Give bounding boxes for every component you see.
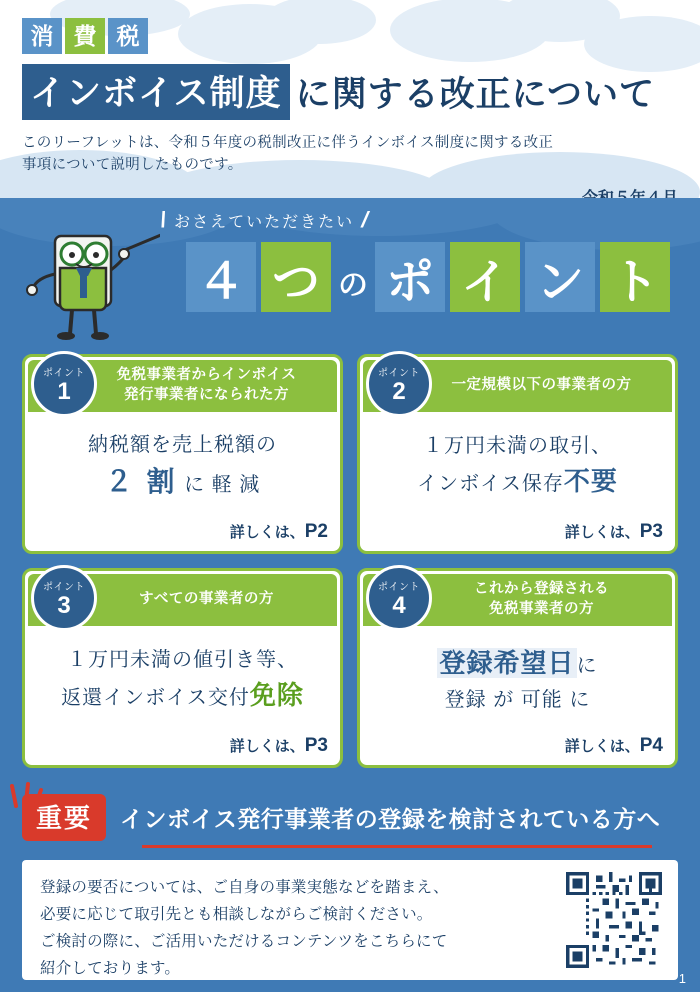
point-card-3-more-page: P3 — [304, 735, 328, 756]
page-title-highlight: インボイス制度 — [22, 64, 290, 120]
point-card-4-badge — [366, 565, 432, 631]
point-card-2[interactable] — [357, 354, 678, 554]
point-card-4-more-label: 詳しくは、 — [564, 738, 640, 755]
point-card-1-body — [25, 415, 340, 517]
tax-tag — [22, 18, 678, 54]
important-text-line-2: 必要に応じて取引先とも相談しながらご検討ください。 — [40, 906, 433, 924]
point-card-1-head-line-2: 発行事業者になられた方 — [123, 387, 289, 403]
point-card-1[interactable] — [22, 354, 343, 554]
point-card-3[interactable] — [22, 568, 343, 768]
badge-label: ポイント — [43, 368, 85, 379]
headline-box-3: ポ — [375, 242, 445, 312]
point-card-3-head-line-1: すべての事業者の方 — [139, 591, 274, 608]
point-card-1-emphasis: ２ 割 — [104, 465, 178, 497]
point-cards-row-1 — [22, 354, 678, 554]
point-card-3-body — [25, 629, 340, 731]
point-card-1-line-1: 納税額を売上税額の — [88, 433, 277, 456]
page-title — [22, 64, 678, 120]
page-title-rest: に関する改正について — [295, 75, 655, 114]
lead-line-2: 事項について説明したものです。 — [22, 157, 243, 174]
important-tag-label: 重要 — [36, 803, 93, 833]
point-card-1-badge — [31, 351, 97, 417]
headline-particle: の — [338, 269, 368, 302]
important-title: インボイス発行事業者の登録を検討されている方へ — [120, 806, 661, 832]
point-card-4-line-1 — [437, 647, 597, 681]
page-number: 1 — [678, 971, 686, 986]
headline-box-1: ４ — [186, 242, 256, 312]
header-content — [22, 18, 678, 208]
points-sub-banner-text: おさえていただきたい — [174, 213, 355, 231]
point-card-2-emphasis: 不要 — [563, 466, 618, 497]
badge-number: 1 — [57, 378, 71, 405]
point-card-3-line-2 — [61, 679, 304, 713]
point-card-4-more-page: P4 — [639, 735, 663, 756]
point-card-4-body — [360, 629, 675, 731]
mascot-character-icon — [20, 224, 160, 344]
point-card-2-badge — [366, 351, 432, 417]
point-card-4-more[interactable] — [565, 735, 663, 757]
point-card-4[interactable] — [357, 568, 678, 768]
point-card-3-more[interactable] — [230, 735, 328, 757]
point-card-1-more-label: 詳しくは、 — [229, 524, 305, 541]
points-headline — [186, 242, 670, 312]
point-card-4-line-2: 登録 が 可能 に — [444, 688, 591, 711]
badge-number: 3 — [57, 592, 71, 619]
badge-label: ポイント — [378, 368, 420, 379]
point-card-3-more-label: 詳しくは、 — [229, 738, 305, 755]
important-header — [22, 794, 678, 841]
important-underline — [142, 845, 652, 848]
tax-tag-char-2: 費 — [65, 18, 105, 54]
point-card-3-emphasis: 免除 — [249, 680, 304, 711]
headline-box-2: つ — [261, 242, 331, 312]
point-card-2-line-1: １万円未満の取引、 — [423, 435, 612, 458]
point-card-2-line-2 — [417, 465, 618, 499]
point-card-3-line-1: １万円未満の値引き等、 — [67, 649, 298, 672]
point-card-1-line-2-rest: に 軽 減 — [184, 473, 261, 496]
point-card-2-head-line-1: 一定規模以下の事業者の方 — [451, 377, 632, 394]
important-tag — [22, 794, 106, 841]
badge-number: 4 — [392, 592, 406, 619]
headline-box-6: ト — [600, 242, 670, 312]
main-body — [0, 198, 700, 992]
point-card-4-line-1-post: に — [576, 655, 598, 678]
points-sub-banner — [157, 206, 460, 234]
point-card-4-head-line-2: 免税事業者の方 — [489, 601, 594, 617]
point-cards-row-2 — [22, 568, 678, 768]
point-card-1-head-line-1: 免税事業者からインボイス — [116, 367, 297, 384]
important-section — [22, 794, 678, 978]
point-cards — [22, 354, 678, 782]
point-card-1-more[interactable] — [230, 521, 328, 543]
point-card-2-more[interactable] — [565, 521, 663, 543]
badge-label: ポイント — [43, 582, 85, 593]
slash-left-icon: \ — [157, 207, 170, 232]
point-card-1-more-page: P2 — [304, 521, 328, 542]
lead-paragraph — [22, 132, 678, 177]
header-band — [0, 0, 700, 200]
important-box — [22, 860, 678, 980]
important-text-line-4: 紹介しております。 — [40, 960, 181, 978]
point-card-2-body — [360, 415, 675, 517]
badge-number: 2 — [392, 378, 406, 405]
point-card-4-head-line-1: これから登録される — [474, 581, 609, 598]
tax-tag-char-1: 消 — [22, 18, 62, 54]
point-card-4-emphasis: 登録希望日 — [439, 648, 575, 679]
point-card-3-line-2-pre: 返還インボイス交付 — [61, 687, 250, 710]
point-card-2-line-2-pre: インボイス保存 — [417, 473, 564, 496]
point-card-2-more-label: 詳しくは、 — [564, 524, 640, 541]
point-card-2-more-page: P3 — [639, 521, 663, 542]
sparkle-icon — [8, 780, 44, 810]
lead-line-1: このリーフレットは、令和５年度の税制改正に伴うインボイス制度に関する改正 — [22, 135, 554, 151]
slash-right-icon: / — [359, 207, 372, 232]
point-card-1-line-2 — [105, 464, 260, 500]
headline-box-5: ン — [525, 242, 595, 312]
qr-code-icon[interactable] — [566, 872, 662, 968]
important-text-line-3: ご検討の際に、ご活用いただけるコンテンツをこちらにて — [40, 933, 448, 951]
point-card-3-badge — [31, 565, 97, 631]
badge-label: ポイント — [378, 582, 420, 593]
tax-tag-char-3: 税 — [108, 18, 148, 54]
important-text-line-1: 登録の要否については、ご自身の事業実態などを踏まえ、 — [40, 879, 449, 896]
headline-box-4: イ — [450, 242, 520, 312]
